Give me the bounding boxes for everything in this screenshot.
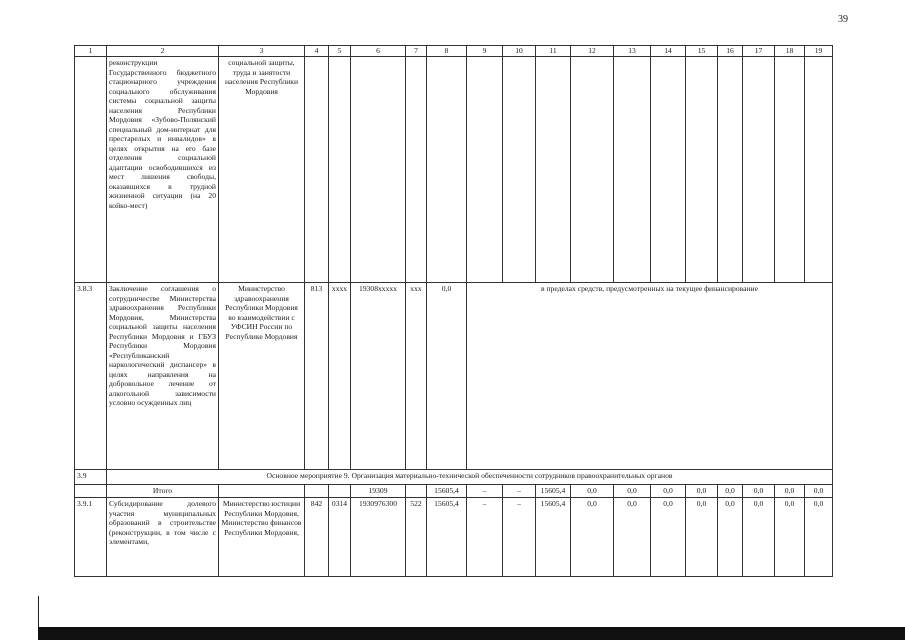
table-cell: 15605,4 xyxy=(427,485,467,498)
table-cell: 0,0 xyxy=(614,485,651,498)
table-cell: 0,0 xyxy=(775,485,805,498)
table-cell: 0,0 xyxy=(686,498,718,577)
program-table xyxy=(74,45,833,577)
row-number: 3.8.3 xyxy=(75,283,107,470)
table-cell xyxy=(718,57,743,283)
table-cell: 813 xyxy=(305,283,329,470)
table-cell xyxy=(805,57,833,283)
table-cell xyxy=(614,57,651,283)
column-number: 12 xyxy=(571,46,614,57)
table-cell: хххх xyxy=(329,283,351,470)
column-number: 11 xyxy=(536,46,571,57)
measure-description: Субсидирование долевого участия муниципальных образований в строительстве (реконструкции, в том числе с элементами, xyxy=(107,498,219,577)
table-cell xyxy=(305,485,329,498)
row-number xyxy=(75,57,107,283)
table-cell: 1930976300 xyxy=(351,498,406,577)
table-cell: 0,0 xyxy=(718,498,743,577)
column-number: 7 xyxy=(406,46,427,57)
table-cell xyxy=(686,57,718,283)
responsible-executor: социальной защиты, труда и занятости населения Республики Мордовия xyxy=(219,57,305,283)
scan-shadow-bar xyxy=(38,627,905,640)
table-row xyxy=(75,498,833,577)
table-cell xyxy=(571,57,614,283)
column-number: 1 xyxy=(75,46,107,57)
table-cell: 19309 xyxy=(351,485,406,498)
table-cell: 0,0 xyxy=(805,498,833,577)
scan-edge xyxy=(38,596,39,627)
column-number: 14 xyxy=(651,46,686,57)
table-cell: 522 xyxy=(406,498,427,577)
table-cell: – xyxy=(467,498,503,577)
table-cell: 15605,4 xyxy=(536,485,571,498)
column-number: 2 xyxy=(107,46,219,57)
table-cell xyxy=(536,57,571,283)
table-cell: 0,0 xyxy=(743,498,775,577)
table-cell xyxy=(329,57,351,283)
table-cell xyxy=(406,485,427,498)
page-number: 39 xyxy=(838,14,848,25)
table-cell: 15605,4 xyxy=(427,498,467,577)
column-number: 15 xyxy=(686,46,718,57)
column-number: 9 xyxy=(467,46,503,57)
total-label: Итого xyxy=(107,485,219,498)
column-number: 3 xyxy=(219,46,305,57)
table-cell: 0,0 xyxy=(743,485,775,498)
column-number: 19 xyxy=(805,46,833,57)
table-cell: 842 xyxy=(305,498,329,577)
responsible-executor: Министерство здравоохранения Республики Мордовия во взаимодействии с УФСИН России по Республике Мордовия xyxy=(219,283,305,470)
table-row xyxy=(75,485,833,498)
table-cell xyxy=(467,57,503,283)
table-cell xyxy=(775,57,805,283)
table-row xyxy=(75,283,833,470)
funding-note: в пределах средств, предусмотренных на текущее финансирование xyxy=(467,283,833,470)
column-number: 13 xyxy=(614,46,651,57)
table-cell xyxy=(651,57,686,283)
section-title: Основное мероприятие 9. Организация материально-технической обеспеченности сотрудников правоохранительных органов xyxy=(107,470,833,485)
table-cell: 15605,4 xyxy=(536,498,571,577)
table-cell: 0,0 xyxy=(614,498,651,577)
measure-description: реконструкции Государственного бюджетного стационарного учреждения социального обслуживания системы социальной защиты населения Республики Мордовия «Зубово-Полянский специальный дом-интернат для престарелых и инвалидов» в целях открытия на его базе отделения социальной адаптации освободившихся из мест лишения свободы, оказавшихся в трудной жизненной ситуации (на 20 койко-мест) xyxy=(107,57,219,283)
table-cell xyxy=(503,57,536,283)
table-cell: 0,0 xyxy=(427,283,467,470)
table-cell: 0,0 xyxy=(651,485,686,498)
table-cell: 0,0 xyxy=(718,485,743,498)
table-cell: – xyxy=(467,485,503,498)
column-number: 18 xyxy=(775,46,805,57)
column-number: 4 xyxy=(305,46,329,57)
column-number: 6 xyxy=(351,46,406,57)
column-number: 10 xyxy=(503,46,536,57)
column-number: 8 xyxy=(427,46,467,57)
table-row xyxy=(75,470,833,485)
column-number-row xyxy=(75,46,833,57)
table-cell xyxy=(329,485,351,498)
table-cell: 19308ххххх xyxy=(351,283,406,470)
table-cell: 0314 xyxy=(329,498,351,577)
table-cell: ххх xyxy=(406,283,427,470)
table-cell xyxy=(743,57,775,283)
responsible-executor: Министерство юстиции Республики Мордовия, Министерство финансов Республики Мордовия, xyxy=(219,498,305,577)
table-cell: – xyxy=(503,498,536,577)
table-cell: 0,0 xyxy=(775,498,805,577)
table-cell: 0,0 xyxy=(805,485,833,498)
column-number: 16 xyxy=(718,46,743,57)
table-cell: 0,0 xyxy=(651,498,686,577)
table-cell xyxy=(351,57,406,283)
table-cell xyxy=(75,485,107,498)
table-cell xyxy=(406,57,427,283)
table-cell: – xyxy=(503,485,536,498)
row-number: 3.9 xyxy=(75,470,107,485)
table-cell: 0,0 xyxy=(686,485,718,498)
measure-description: Заключение соглашения о сотрудничестве Министерства здравоохранения Республики Мордовия, Министерства социальной защиты населения Республики Мордовия и ГБУЗ Республики Мордовия «Республиканский наркологический диспансер» в целях направления на добровольное лечение от алкогольной зависимости условно осужденных лиц xyxy=(107,283,219,470)
table-cell xyxy=(219,485,305,498)
column-number: 5 xyxy=(329,46,351,57)
row-number: 3.9.1 xyxy=(75,498,107,577)
table-row xyxy=(75,57,833,283)
table-cell xyxy=(305,57,329,283)
table-cell xyxy=(427,57,467,283)
table-cell: 0,0 xyxy=(571,498,614,577)
table-cell: 0,0 xyxy=(571,485,614,498)
column-number: 17 xyxy=(743,46,775,57)
